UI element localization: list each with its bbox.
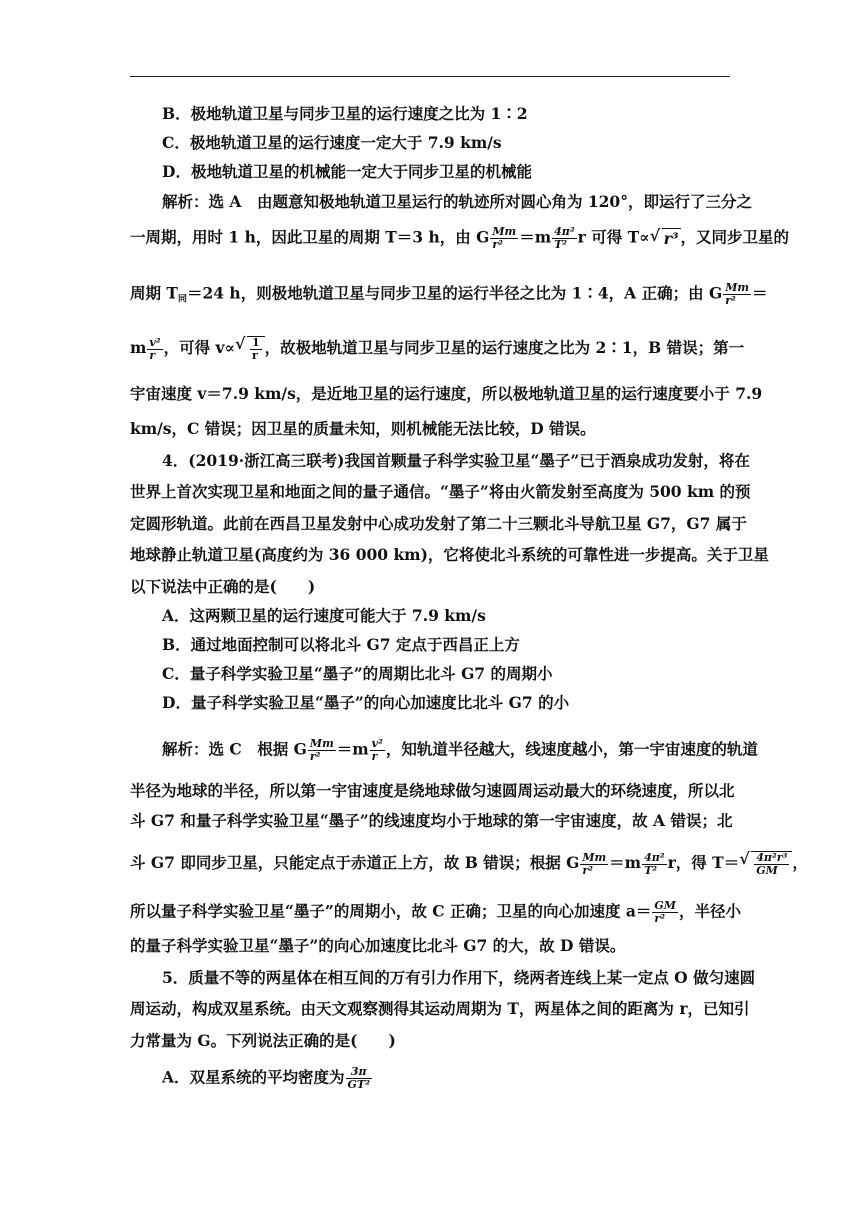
fraction-Mm-r2: $\frac{Mm}{\text{r²}}$ xyxy=(582,850,607,877)
q4-option-a: A．这两颗卫星的运行速度可能大于 7.9 km/s xyxy=(162,606,486,625)
analysis-label: 解析： xyxy=(162,739,209,759)
q4-stem-line-2: 世界上首次实现卫星和地面之间的量子通信。“墨子”将由火箭发射至高度为 500 km 的预 xyxy=(130,482,751,501)
q5-stem-line-2: 周运动，构成双星系统。由天文观察测得其运动周期为 T，两星体之间的距离为 r，已知引 xyxy=(130,999,750,1018)
q4-analysis-line-1: 解析：选 C 根据 G $\frac{Mm}{\text{r²}}$ ＝m $\frac{\text{v²}}{r}$ ，知轨道半径越大，线速度越小，第一宇宙速度的轨道 xyxy=(162,737,758,763)
q4-stem-line-1: 4．(2019·浙江高三联考)我国首颗量子科学实验卫星“墨子”已于酒泉成功发射，将在 xyxy=(162,451,750,470)
fraction-Mm-r2: $\frac{Mm}{\text{r²}}$ xyxy=(309,737,334,763)
fraction-4pi2-T2: $\frac{\text{4π²}}{\text{T²}}$ xyxy=(644,850,665,877)
q3-analysis-line-4: m $\frac{\text{v²}}{r}$ ，可得 v∝ √ $\frac{1}{r}$ ，故极地轨道卫星与同步卫星的运行速度之比为 2∶1，B 错误；第一 xyxy=(130,336,730,362)
fraction-GM-r2: $\frac{GM}{\text{r²}}$ xyxy=(654,899,676,925)
q3-analysis-line-5: 宇宙速度 v＝7.9 km/s，是近地卫星的运行速度，所以极地轨道卫星的运行速度要小于 7.9 xyxy=(130,384,763,403)
header-rule xyxy=(130,76,730,77)
q3-analysis-line-2: 一周期，用时 1 h，因此卫星的周期 T＝3 h，由 G $\frac{Mm}{\text{r²}}$ ＝m $\frac{\text{4π²}}{\text{T²}}$ r 可得 T∝√ r³ ，又同步卫星的 xyxy=(130,226,730,251)
q4-analysis-line-5: 所以量子科学实验卫星“墨子”的周期小，故 C 正确；卫星的向心加速度 a＝ $\frac{GM}{\text{r²}}$ ，半径小 xyxy=(130,899,741,925)
q4-analysis-line-4: 斗 G7 即同步卫星，只能定点于赤道正上方，故 B 错误；根据 G $\frac{Mm}{\text{r²}}$ ＝m $\frac{\text{4π²}}{\text{T²}}$ r，得 T＝ √ $\frac{\text{4π²r³}}{GM}$ ， xyxy=(130,851,730,877)
fraction-v2-r: $\frac{\text{v²}}{r}$ xyxy=(371,737,383,763)
q3-analysis-line-6: km/s，C 错误；因卫星的质量未知，则机械能无法比较，D 错误。 xyxy=(130,419,596,438)
q4-analysis-line-3: 斗 G7 和量子科学实验卫星“墨子”的线速度均小于地球的第一宇宙速度，故 A 错误；北 xyxy=(130,811,733,830)
fraction-4pi2-T2: $\frac{\text{4π²}}{\text{T²}}$ xyxy=(554,225,575,251)
sqrt-r3: √ r³ xyxy=(662,228,681,249)
analysis-label: 解析： xyxy=(162,192,209,211)
q4-analysis-line-2: 半径为地球的半径，所以第一宇宙速度是绕地球做匀速圆周运动最大的环绕速度，所以北 xyxy=(130,781,735,800)
sqrt-one-over-r: √ $\frac{1}{r}$ xyxy=(247,336,265,362)
q5-stem-line-1: 5．质量不等的两星体在相互间的万有引力作用下，绕两者连线上某一定点 O 做匀速圆 xyxy=(162,968,756,987)
q5-option-a: A．双星系统的平均密度为 $\frac{3\pi}{\text{GT²}}$ xyxy=(162,1065,370,1091)
sqrt-4pi2r3-over-GM: √ $\frac{\text{4π²r³}}{GM}$ xyxy=(751,851,792,877)
q3-option-d: D．极地轨道卫星的机械能一定大于同步卫星的机械能 xyxy=(162,162,532,181)
q3-analysis-line-1: 解析：选 A 由题意知极地轨道卫星运行的轨迹所对圆心角为 120°，即运行了三分之 xyxy=(162,192,752,211)
q3-option-c: C．极地轨道卫星的运行速度一定大于 7.9 km/s xyxy=(162,133,502,152)
q4-option-d: D．量子科学实验卫星“墨子”的向心加速度比北斗 G7 的小 xyxy=(162,693,570,712)
fraction-Mm-r2: $\frac{Mm}{\text{r²}}$ xyxy=(492,225,517,251)
fraction-v2-r: $\frac{\text{v²}}{r}$ xyxy=(149,335,161,362)
fraction-3pi-GT2: $\frac{3\pi}{\text{GT²}}$ xyxy=(347,1065,370,1091)
q3-option-b: B．极地轨道卫星与同步卫星的运行速度之比为 1∶2 xyxy=(162,104,528,123)
q4-source: 4．(2019·浙江高三联考) xyxy=(162,451,345,470)
q4-stem-line-4: 地球静止轨道卫星(高度约为 36 000 km)，它将使北斗系统的可靠性进一步提高。关于卫星 xyxy=(130,545,769,564)
fraction-Mm-r2: $\frac{Mm}{\text{r²}}$ xyxy=(725,281,750,307)
q4-stem-line-5: 以下说法中正确的是( ) xyxy=(130,577,316,596)
q4-option-c: C．量子科学实验卫星“墨子”的周期比北斗 G7 的周期小 xyxy=(162,664,553,683)
q4-option-b: B．通过地面控制可以将北斗 G7 定点于西昌正上方 xyxy=(162,635,520,654)
q4-stem-line-3: 定圆形轨道。此前在西昌卫星发射中心成功发射了第二十三颗北斗导航卫星 G7，G7 属于 xyxy=(130,514,747,533)
q5-stem-line-3: 力常量为 G。下列说法正确的是( ) xyxy=(130,1031,396,1050)
q3-analysis-line-3: 周期 $T_同=24$ h，则极地轨道卫星与同步卫星的运行半径之比为 1∶4，A 正确；由 G $\frac{Mm}{\text{r²}}$ ＝ xyxy=(130,281,768,307)
q4-analysis-line-6: 的量子科学实验卫星“墨子”的向心加速度比北斗 G7 的大，故 D 错误。 xyxy=(130,936,626,955)
